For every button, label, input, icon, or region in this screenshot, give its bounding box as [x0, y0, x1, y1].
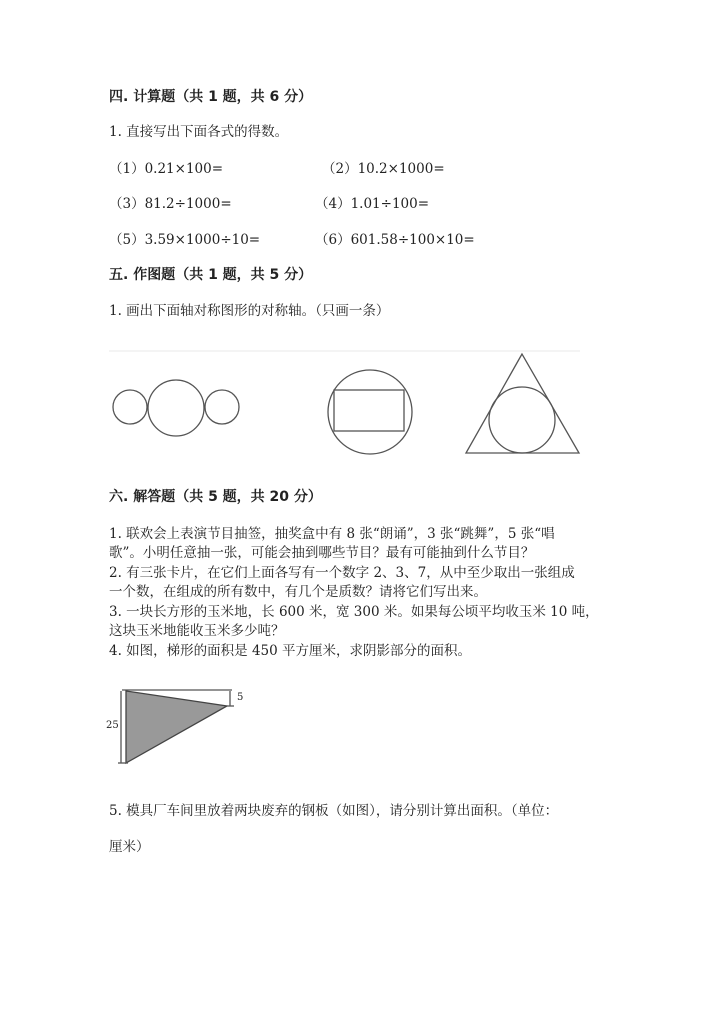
big-circle	[148, 380, 204, 436]
inscribed-circle	[489, 387, 555, 453]
section-5-heading: 五. 作图题（共 1 题，共 5 分）	[109, 267, 313, 283]
small-height-label: 5	[237, 692, 244, 703]
question-line: 3. 一块长方形的玉米地，长 600 米，宽 300 米。如果每公顷平均收玉米 10 吨，	[109, 604, 599, 620]
question-line: 歌”。小明任意抽一张，可能会抽到哪些节目？最有可能抽到什么节目？	[109, 545, 535, 561]
inscribed-rectangle	[334, 390, 404, 431]
section-4-heading: 四. 计算题（共 1 题，共 6 分）	[109, 89, 313, 105]
calc-item: （5）3.59×1000÷10=	[109, 232, 261, 248]
height-label: 25	[106, 720, 119, 731]
calc-item: （6）601.58÷100×10=	[315, 232, 475, 248]
question-line: 2. 有三张卡片，在它们上面各写有一个数字 2、3、7，从中至少取出一张组成	[109, 565, 575, 581]
question-text: 1. 画出下面轴对称图形的对称轴。（只画一条）	[109, 303, 390, 319]
question-line: 4. 如图，梯形的面积是 450 平方厘米，求阴影部分的面积。	[109, 643, 472, 659]
small-circle-left	[113, 390, 147, 424]
small-circle-right	[205, 390, 239, 424]
calc-item: （3）81.2÷1000=	[109, 196, 232, 212]
question-line: 一个数，在组成的所有数中，有几个是质数？请将它们写出来。	[109, 584, 487, 600]
calc-item: （4）1.01÷100=	[315, 196, 430, 212]
triangle	[466, 354, 579, 453]
calc-item: （2）10.2×1000=	[322, 161, 445, 177]
question-line: 5. 模具厂车间里放着两块废弃的钢板（如图），请分别计算出面积。（单位：	[109, 803, 559, 819]
question-line: 厘米）	[109, 839, 150, 855]
question-line: 1. 联欢会上表演节目抽签，抽奖盒中有 8 张“朗诵”，3 张“跳舞”，5 张“唱	[109, 526, 555, 542]
calc-item: （1）0.21×100=	[109, 161, 224, 177]
trapezoid-figure	[118, 690, 234, 763]
section-6-heading: 六. 解答题（共 5 题，共 20 分）	[109, 489, 322, 505]
circle-with-rectangle	[328, 370, 412, 454]
question-line: 这块玉米地能收玉米多少吨？	[109, 623, 285, 639]
question-text: 1. 直接写出下面各式的得数。	[109, 124, 289, 140]
